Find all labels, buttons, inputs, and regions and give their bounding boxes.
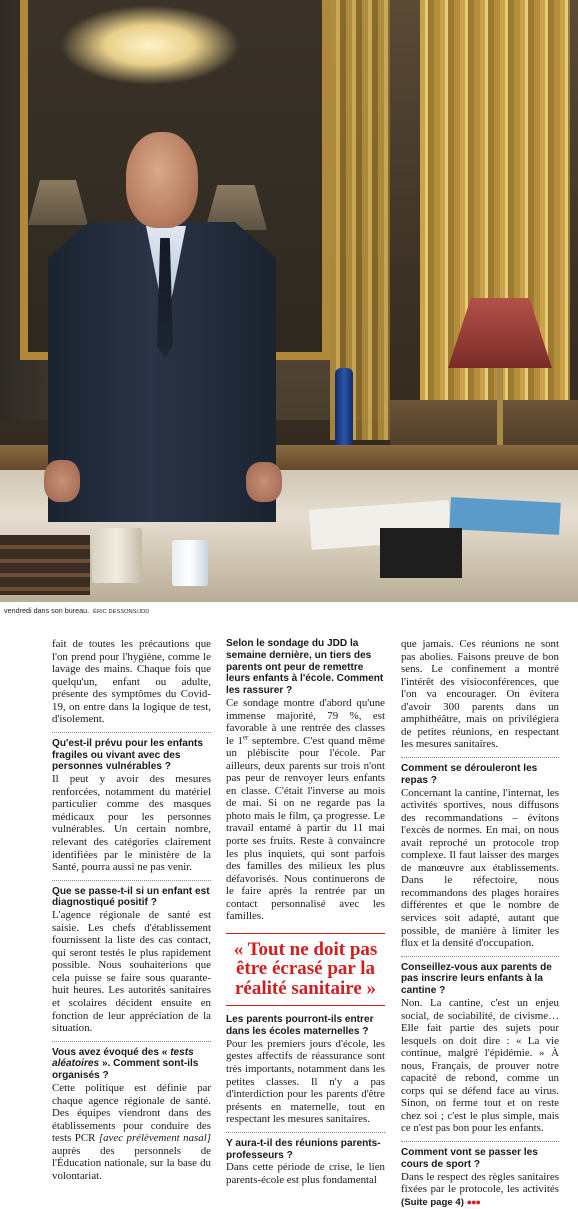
answer-part: Cette politique est définie par chaque agence régionale de santé. Des équipes viendront dans des établissements pour conduire des tests PCR [52,1082,211,1145]
question-part: Vous avez évoqué des « [52,1046,171,1058]
article-photo [0,0,578,602]
answer-part: auprès des personnels de l'Éducation nationale, sur la base du volontariat. [52,1144,211,1182]
question: Comment vont se passer les cours de sport ? [401,1141,559,1171]
article-column-1 [52,638,211,1182]
photo-credit: ÉRIC DESSONS/JDD [93,609,150,615]
question-part: ». Comment sont-ils organisés ? [52,1058,199,1082]
water-bottle [335,368,353,448]
answer [226,697,385,923]
answer: Non. La cantine, c'est un enjeu social, de sociabilité, de civisme… Elle fait partie des sujets pour lesquels on doit dire : « La vie continue, malgré l'épidémie. » À nous, Français, de prouver notre capacité de rebond, comme un corps qui se défend face au virus. Sinon, on ferme tout et on reste chez soi ; c'est le plus simple, mais ce n'est pas bon pour les enfants. [401,997,559,1135]
answer: Dans cette période de crise, le lien parents-école est plus fondamental [226,1161,385,1186]
mug [172,540,208,586]
book-stack [0,535,90,595]
man-head [126,132,198,228]
continuation-dots-icon: ●●● [466,1196,480,1207]
question: Qu'est-il prévu pour les enfants fragiles ou vivant avec des personnes vulnérables ? [52,732,211,773]
question: Que se passe-t-il si un enfant est diagnostiqué positif ? [52,880,211,910]
folder [449,497,561,535]
desk-phone [380,528,462,578]
question: Comment se dérouleront les repas ? [401,757,559,787]
question [52,1041,211,1082]
question: Conseillez-vous aux parents de pas inscrire leurs enfants à la cantine ? [401,956,559,997]
photo-caption [4,606,149,615]
answer: Pour les premiers jours d'école, les gestes affectifs de réassurance sont très importants, notamment dans les petites classes. Il n'y a pas d'interdiction pour les parents d'être présents en maternelle, tout en respectant les mesures sanitaires. [226,1037,385,1126]
answer [52,1082,211,1182]
question: Les parents pourront-ils entrer dans les écoles maternelles ? [226,1014,374,1038]
continued-link[interactable]: (Suite page 4) [401,1196,464,1208]
paragraph: fait de toutes les précautions que l'on prend pour l'hygiène, comme le lavage des mains. Chaque fois que quelqu'un, enfant ou adulte, présente des symptômes du Covid-19, on entre dans la logique de test, d'isolement. [52,638,211,726]
ordinal-suffix: er [242,733,249,741]
answer-part: Ce sondage montre d'abord qu'une immense majorité, 79 %, est favorable à une rentrée des classes le 1 [226,696,385,747]
hand [246,462,282,502]
article-column-3 [401,638,559,1209]
answer: L'agence régionale de santé est saisie. Les chefs d'établissement fournissent la liste des cas contact, qui seront testés le plus rapidement possible. Nous souhaiterions que cela puisse se faire sous quarante-huit heures. Les autorités sanitaires et scolaires décident ensuite en fonction de leur appréciation de la situation. [52,909,211,1035]
caption-text: vendredi dans son bureau. [4,606,90,615]
article-column-2 [226,638,385,1186]
question-emphasis: tests aléatoires [52,1046,194,1070]
answer-part: Dans le respect des règles sanitaires fixées par le protocole, les activités [401,1170,559,1196]
answer-emphasis: [avec prélèvement nasal] [98,1132,211,1145]
chandelier [60,5,240,85]
answer: Concernant la cantine, l'internat, les activités sportives, nous diffusons des recommandations – évitons l'excès de normes. En mai, on nous avait reproché un protocole trop complexe. Il faut laisser des marges de manœuvre aux établissements. Dans le réfectoire, nous recommandons des plages horaires différentes et que le nombre de services soit adapté, autant que possible, de manière à limiter les flux et la densité d'occupation. [401,786,559,950]
pull-quote: « Tout ne doit pas être écrasé par la réalité sanitaire » [226,933,385,1007]
paragraph: que jamais. Ces réunions ne sont pas abolies. Faisons preuve de bon sens. Le confinement a montré l'intérêt des visioconférences, que l'on va encourager. On évitera d'avoir 300 parents dans un amphithéâtre, mais on privilégiera de petites réunions, en respectant les mesures sanitaires. [401,638,559,751]
question: Y aura-t-il des réunions parents-professeurs ? [226,1132,385,1162]
pen-holder [92,528,142,583]
answer [401,1171,559,1209]
answer-part: septembre. C'est quand même un plébiscite pour l'école. Par ailleurs, deux parents sur trois n'ont pas peur de renvoyer leurs enfants en classe. C'était l'inverse au mois de mai. Si on ne regarde pas la photo mais le film, ça progresse. Le travail entamé à partir du 11 mai porte ses fruits. Reste à convaincre les plus inquiets, qui sont parfois des familles des milieux les plus défavorisés. Nous continuerons de le faire après la rentrée par un contact personnalisé avec les familles. [226,734,385,923]
question: Selon le sondage du JDD la semaine dernière, un tiers des parents ont peur de remettre leurs enfants à l'école. Comment les rassurer ? [226,638,384,697]
hand [44,460,80,502]
answer: Il peut y avoir des mesures renforcées, notamment du matériel particulier comme des masques médicaux pour les personnes vulnérables. Un certain nombre, relevant des catégories clairement identifiées par le ministère de la Santé, pourra aussi ne pas venir. [52,773,211,874]
